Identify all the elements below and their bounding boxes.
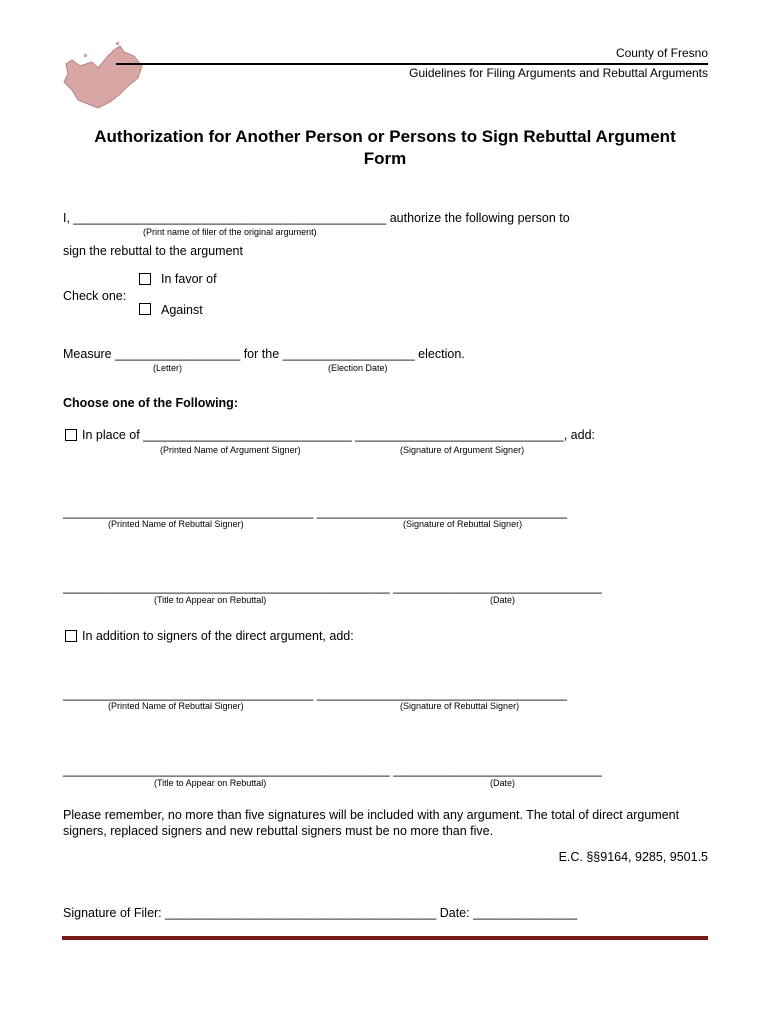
footer-rule: [62, 936, 708, 940]
rebuttal-signer-name-caption-2: (Printed Name of Rebuttal Signer): [108, 701, 244, 711]
fresno-county-map-icon: [58, 42, 148, 117]
header-rule: [116, 63, 708, 65]
argument-signer-name-caption: (Printed Name of Argument Signer): [160, 445, 301, 455]
title-caption-1: (Title to Appear on Rebuttal): [154, 595, 267, 605]
date-caption-2: (Date): [490, 778, 516, 788]
in-addition-checkbox[interactable]: [65, 630, 77, 642]
form-title: [60, 126, 710, 170]
in-favor-label: In favor of: [161, 272, 217, 286]
argument-signer-signature-caption: (Signature of Argument Signer): [400, 445, 525, 455]
title-caption-2: (Title to Appear on Rebuttal): [154, 778, 267, 788]
in-place-checkbox[interactable]: [65, 429, 77, 441]
against-label: Against: [161, 303, 203, 317]
rebuttal-signer-line-1[interactable]: ____________________________________ ____________________________________: [63, 505, 568, 519]
note-line2: signers, replaced signers and new rebuttal signers must be no more than five.: [63, 824, 494, 838]
filer-name-caption: (Print name of filer of the original argument): [143, 227, 317, 237]
in-favor-checkbox[interactable]: [139, 273, 151, 285]
rebuttal-signer-signature-caption-1: (Signature of Rebuttal Signer): [403, 519, 523, 529]
in-place-line[interactable]: In place of ______________________________ ______________________________, add:: [82, 428, 596, 442]
election-date-caption: (Election Date): [328, 363, 388, 373]
rebuttal-signer-name-caption-1: (Printed Name of Rebuttal Signer): [108, 519, 244, 529]
title-date-line-2[interactable]: _______________________________________________ ______________________________: [63, 763, 602, 777]
rebuttal-signer-line-2[interactable]: ____________________________________ ____________________________________: [63, 687, 568, 701]
against-checkbox[interactable]: [139, 303, 151, 315]
measure-line[interactable]: Measure __________________ for the ___________________ election.: [63, 347, 465, 361]
choose-heading: Choose one of the Following:: [63, 396, 238, 410]
title-date-line-1[interactable]: _______________________________________________ ______________________________: [63, 580, 602, 594]
note-line1: Please remember, no more than five signatures will be included with any argument. The total of direct argument: [63, 808, 680, 822]
election-code: E.C. §§9164, 9285, 9501.5: [558, 850, 708, 864]
date-caption-1: (Date): [490, 595, 516, 605]
guidelines-title: Guidelines for Filing Arguments and Rebuttal Arguments: [409, 66, 708, 80]
in-addition-label: In addition to signers of the direct argument, add:: [82, 629, 354, 643]
authorize-line2: sign the rebuttal to the argument: [63, 244, 243, 258]
authorize-line[interactable]: I, _____________________________________________ authorize the following person to: [63, 211, 570, 225]
check-one-label: Check one:: [63, 289, 127, 303]
filer-signature-line[interactable]: Signature of Filer: _______________________________________ Date: _______________: [63, 906, 578, 920]
letter-caption: (Letter): [153, 363, 183, 373]
form-title-line2: Form: [363, 149, 407, 168]
rebuttal-signer-signature-caption-2: (Signature of Rebuttal Signer): [400, 701, 520, 711]
county-name: County of Fresno: [615, 46, 708, 60]
form-title-line1: Authorization for Another Person or Persons to Sign Rebuttal Argument: [94, 127, 676, 146]
